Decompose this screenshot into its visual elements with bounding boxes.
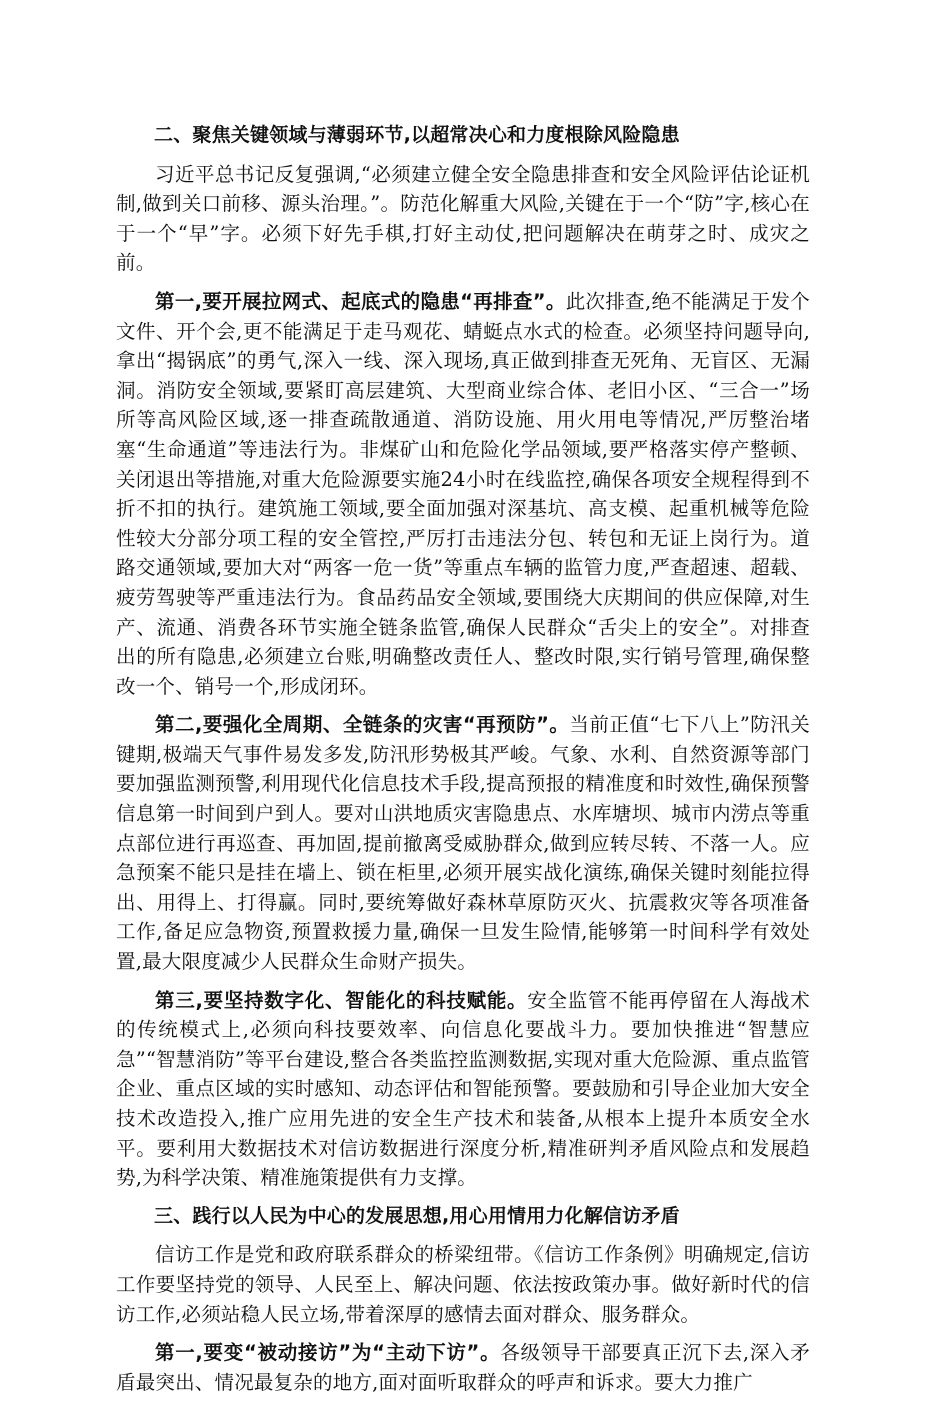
paragraph-text: 此次排查,绝不能满足于发个文件、开个会,更不能满足于走马观花、蜻蜓点水式的检查。必须坚持问题导向,拿出“揭锅底”的勇气,深入一线、深入现场,真正做到排查无死角、无盲区、无漏洞。消防安全领域,要紧盯高层建筑、大型商业综合体、老旧小区、“三合一”场所等高风险区域,逐一排查疏散通道、消防设施、用火用电等情况,严厉整治堵塞“生命通道”等违法行为。非煤矿山和危险化学品领域,要严格落实停产整顿、关闭退出等措施,对重大危险源要实施24小时在线监控,确保各项安全规程得到不折不扣的执行。建筑施工领域,要全面加强对深基坑、高支模、起重机械等危险性较大分部分项工程的安全管控,严厉打击违法分包、转包和无证上岗行为。道路交通领域,要加大对“两客一危一货”等重点车辆的监管力度,严查超速、超载、疲劳驾驶等严重违法行为。食品药品安全领域,要围绕大庆期间的供应保障,对生产、流通、消费各环节实施全链条监管,确保人民群众“舌尖上的安全”。对排查出的所有隐患,必须建立台账,明确整改责任人、整改时限,实行销号管理,确保整改一个、销号一个,形成闭环。 (116, 289, 810, 698)
paragraph-lead: 第二,要强化全周期、全链条的灾害“再预防”。 (155, 713, 570, 737)
paragraph-text: 当前正值“七下八上”防汛关键期,极端天气事件易发多发,防汛形势极其严峻。气象、水利、自然资源等部门要加强监测预警,利用现代化信息技术手段,提高预报的精准度和时效性,确保预警信息第一时间到户到人。要对山洪地质灾害隐患点、水库塘坝、城市内涝点等重点部位进行再巡查、再加固,提前撤离受威胁群众,做到应转尽转、不落一人。应急预案不能只是挂在墙上、锁在柜里,必须开展实战化演练,确保关键时刻能拉得出、用得上、打得赢。同时,要统筹做好森林草原防灭火、抗震救灾等各项准备工作,备足应急物资,预置救援力量,确保一旦发生险情,能够第一时间科学有效处置,最大限度减少人民群众生命财产损失。 (116, 713, 810, 974)
section-heading-two: 二、聚焦关键领域与薄弱环节,以超常决心和力度根除风险隐患 (154, 124, 680, 146)
body-paragraph (116, 710, 810, 976)
body-paragraph (116, 1338, 810, 1397)
body-paragraph (116, 986, 810, 1193)
paragraph-text: 习近平总书记反复强调,“必须建立健全安全隐患排查和安全风险评估论证机制,做到关口前移、源头治理。”。防范化解重大风险,关键在于一个“防”字,核心在于一个“早”字。必须下好先手棋,打好主动仗,把问题解决在萌芽之时、成灾之前。 (116, 162, 810, 275)
body-paragraph (116, 287, 810, 701)
document-page (116, 121, 810, 1406)
body-paragraph (116, 1240, 810, 1329)
paragraph-text: 各级领导干部要真正沉下去,深入矛盾最突出、情况最复杂的地方,面对面听取群众的呼声和诉求。要大力推广 (116, 1341, 810, 1394)
paragraph-text: 安全监管不能再停留在人海战术的传统模式上,必须向科技要效率、向信息化要战斗力。要加快推进“智慧应急”“智慧消防”等平台建设,整合各类监控监测数据,实现对重大危险源、重点监管企业、重点区域的实时感知、动态评估和智能预警。要鼓励和引导企业加大安全技术改造投入,推广应用先进的安全生产技术和装备,从根本上提升本质安全水平。要利用大数据技术对信访数据进行深度分析,精准研判矛盾风险点和发展趋势,为科学决策、精准施策提供有力支撑。 (116, 988, 810, 1190)
section-heading-three: 三、践行以人民为中心的发展思想,用心用情用力化解信访矛盾 (154, 1204, 680, 1227)
body-paragraph (116, 160, 810, 278)
paragraph-lead: 第三,要坚持数字化、智能化的科技赋能。 (155, 988, 528, 1012)
paragraph-lead: 第一,要变“被动接访”为“主动下访”。 (155, 1341, 501, 1365)
paragraph-lead: 第一,要开展拉网式、起底式的隐患“再排查”。 (155, 289, 566, 313)
paragraph-text: 信访工作是党和政府联系群众的桥梁纽带。《信访工作条例》明确规定,信访工作要坚持党的领导、人民至上、解决问题、依法按政策办事。做好新时代的信访工作,必须站稳人民立场,带着深厚的感情去面对群众、服务群众。 (116, 1243, 810, 1326)
